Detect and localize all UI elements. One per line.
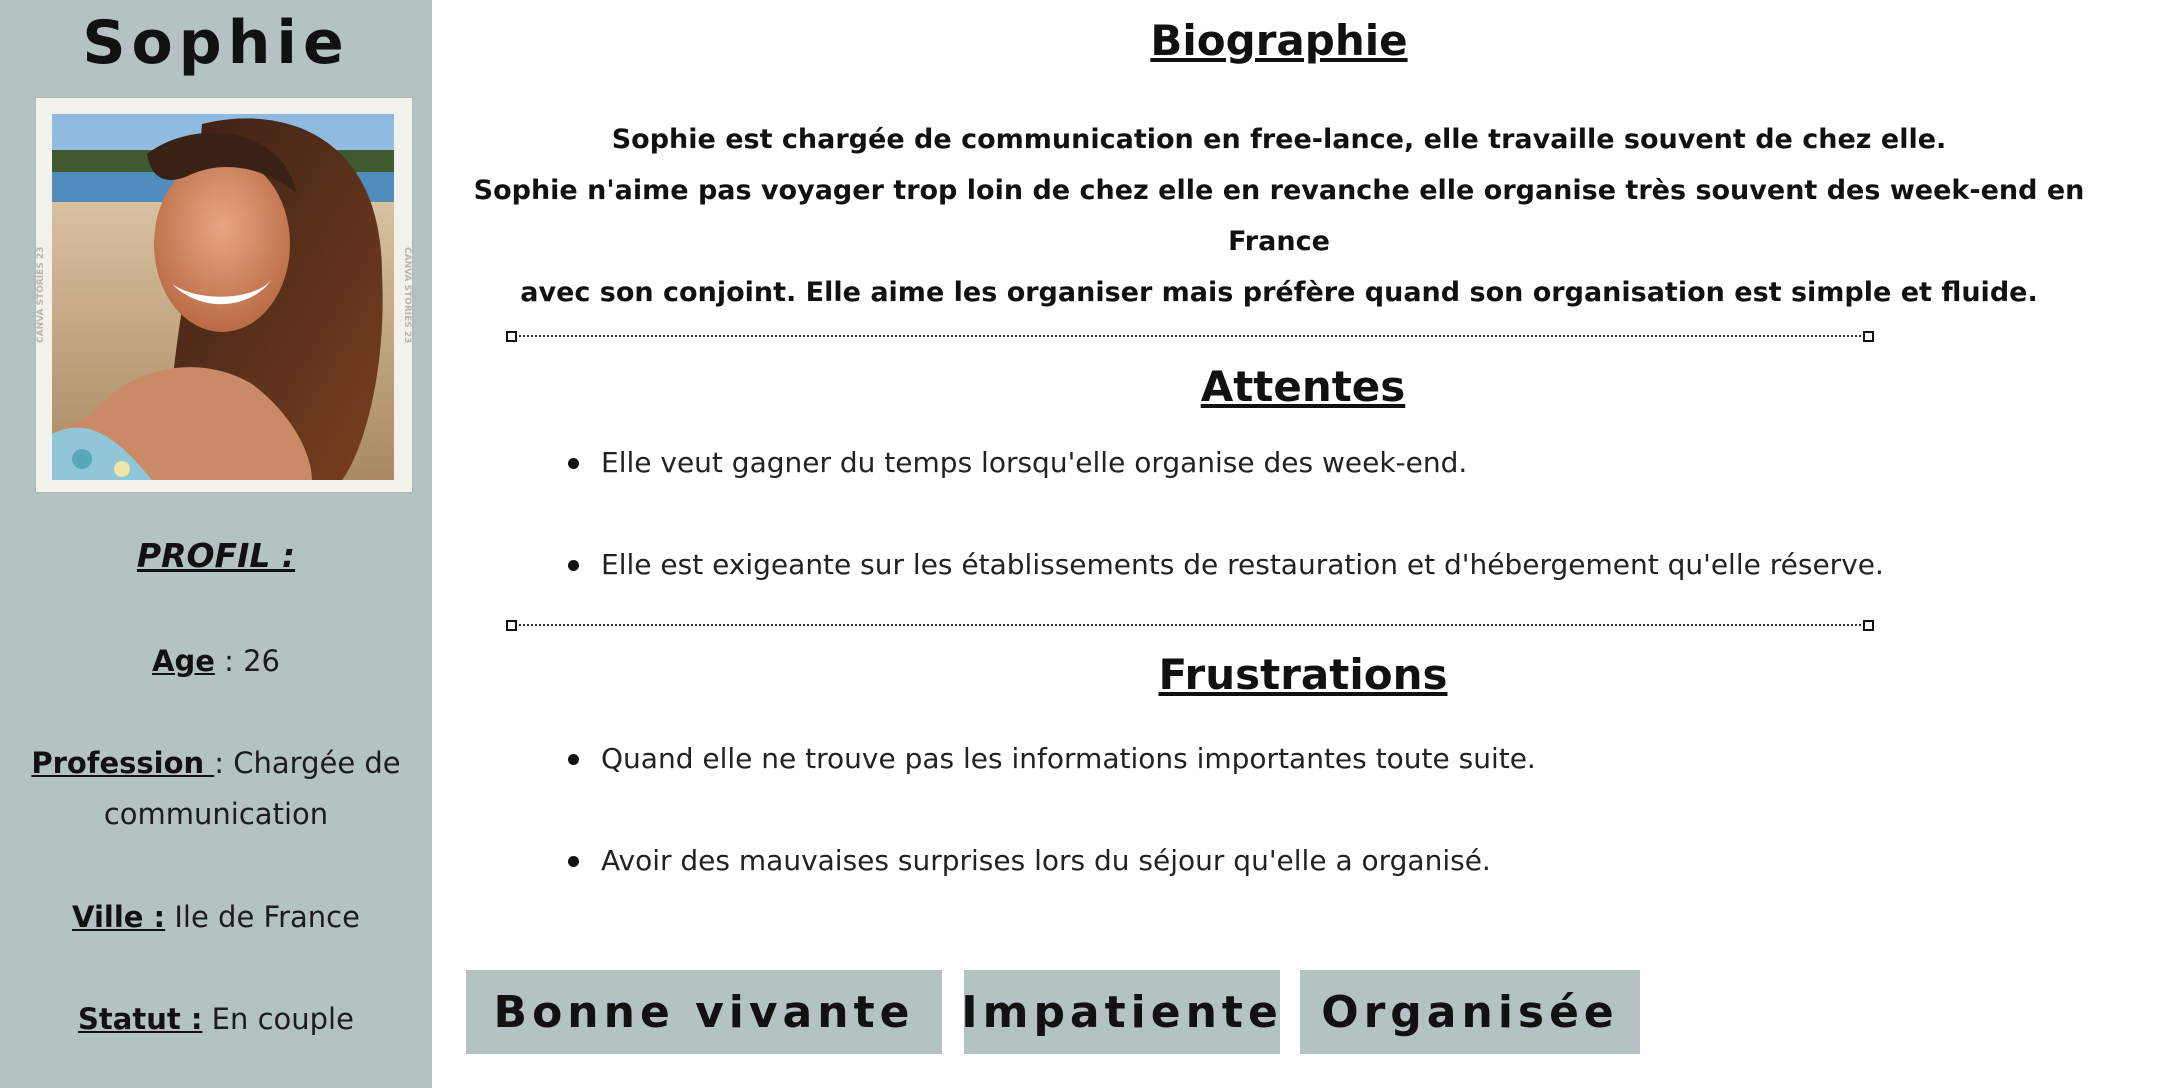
- photo-frame: [36, 98, 412, 492]
- frame-mark-left: CANVA STORIES 23: [36, 246, 46, 344]
- field-city-value: Ile de France: [174, 900, 360, 934]
- trait-badge: Organisée: [1300, 970, 1640, 1054]
- frustrations-list: [550, 738, 1536, 942]
- field-status: [30, 994, 402, 1045]
- list-item: Quand elle ne trouve pas les informations importantes toute suite.: [550, 738, 1536, 840]
- field-profession: [30, 738, 402, 840]
- trait-badge: Impatiente: [964, 970, 1280, 1054]
- persona-name: Sophie: [82, 8, 350, 78]
- field-city: [30, 892, 402, 943]
- section-divider: [512, 335, 1868, 337]
- field-age-label: Age: [152, 644, 215, 678]
- frame-mark-right: CANVA STORIES 23: [402, 246, 412, 344]
- field-status-value: En couple: [211, 1002, 354, 1036]
- biography-line: Sophie n'aime pas voyager trop loin de chez elle en revanche elle organise très souvent des week-end en France: [473, 175, 2085, 257]
- list-item: Elle est exigeante sur les établissements de restauration et d'hébergement qu'elle réserve.: [550, 544, 1884, 646]
- field-profession-separator: :: [214, 746, 234, 780]
- list-item: Avoir des mauvaises surprises lors du séjour qu'elle a organisé.: [550, 840, 1536, 942]
- expectations-heading: Attentes: [1200, 362, 1406, 411]
- field-status-separator: [202, 1002, 211, 1036]
- biography-line: avec son conjoint. Elle aime les organiser mais préfère quand son organisation est simple et fluide.: [520, 277, 2038, 308]
- portrait-photo-graphic: [52, 114, 394, 480]
- expectations-list: [550, 442, 1884, 646]
- frustrations-heading: Frustrations: [1158, 650, 1448, 699]
- section-divider: [512, 624, 1868, 626]
- field-age: [30, 636, 402, 687]
- trait-badge: Bonne vivante: [466, 970, 942, 1054]
- list-item: Elle veut gagner du temps lorsqu'elle organise des week-end.: [550, 442, 1884, 544]
- field-profession-value: Chargée de communication: [103, 746, 401, 831]
- portrait-photo: [52, 114, 394, 480]
- field-age-separator: :: [214, 644, 244, 678]
- biography-line: Sophie est chargée de communication en free-lance, elle travaille souvent de chez elle.: [611, 124, 1947, 155]
- field-status-label: Statut :: [78, 1002, 203, 1036]
- field-city-separator: [165, 900, 174, 934]
- field-city-label: Ville :: [72, 900, 166, 934]
- profile-heading: PROFIL :: [136, 536, 296, 575]
- biography-text: [466, 114, 2092, 318]
- biography-heading: Biographie: [1150, 16, 1408, 65]
- field-profession-label: Profession: [31, 746, 215, 780]
- profile-sidebar: [0, 0, 432, 1088]
- field-age-value: 26: [243, 644, 280, 678]
